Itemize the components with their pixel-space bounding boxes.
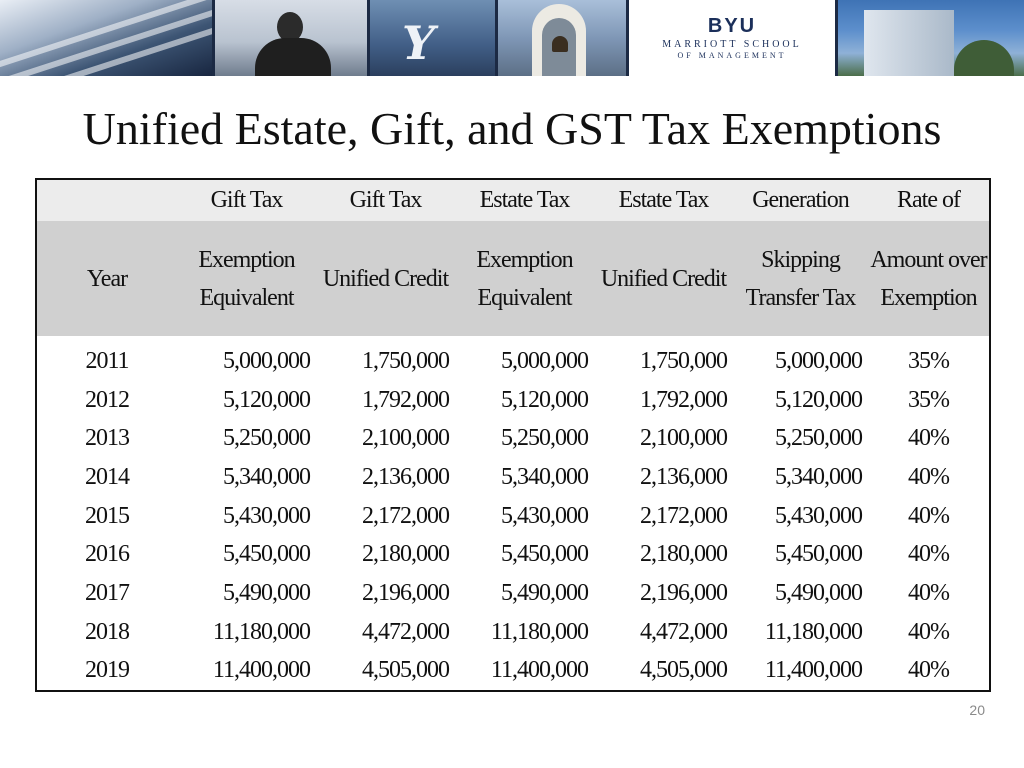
header-row-bottom	[37, 221, 989, 336]
header-line: Exemption	[476, 246, 573, 273]
year-cell: 2014	[85, 463, 129, 490]
header-cell	[868, 221, 989, 336]
amount-cell: 5,450,000	[775, 541, 862, 568]
rate-cell: 40%	[908, 502, 949, 529]
table-body	[37, 336, 989, 690]
banner-photo-building	[0, 0, 212, 76]
header-line: Equivalent	[199, 284, 294, 311]
header-line: Unified Credit	[600, 265, 727, 292]
header-cell: Gift Tax	[177, 180, 316, 221]
amount-cell: 11,400,000	[212, 657, 310, 684]
amount-cell: 1,792,000	[362, 386, 449, 413]
bell-icon	[552, 36, 568, 52]
amount-cell: 5,430,000	[501, 502, 588, 529]
amount-cell: 4,505,000	[362, 657, 449, 684]
amount-cell: 2,100,000	[362, 425, 449, 452]
header-line: Unified Credit	[322, 265, 449, 292]
amount-cell: 5,250,000	[775, 425, 862, 452]
y-logo-icon: Y	[402, 16, 435, 70]
amount-cell: 2,172,000	[640, 502, 727, 529]
year-cell: 2015	[85, 502, 129, 529]
amount-cell: 4,472,000	[362, 618, 449, 645]
amount-cell: 2,196,000	[640, 579, 727, 606]
amount-cell: 5,000,000	[223, 347, 310, 374]
amount-cell: 5,490,000	[223, 579, 310, 606]
amount-cell: 2,136,000	[640, 463, 727, 490]
table-row	[37, 381, 989, 420]
amount-cell: 5,430,000	[223, 502, 310, 529]
year-cell: 2019	[85, 657, 129, 684]
amount-cell: 5,250,000	[501, 425, 588, 452]
rate-cell: 40%	[908, 541, 949, 568]
header-line: Amount over	[870, 246, 987, 273]
amount-cell: 4,505,000	[640, 657, 727, 684]
amount-cell: 1,792,000	[640, 386, 727, 413]
table-row	[37, 613, 989, 652]
amount-cell: 11,180,000	[212, 618, 310, 645]
amount-cell: 2,180,000	[640, 541, 727, 568]
header-line: Transfer Tax	[745, 284, 856, 311]
table-row	[37, 535, 989, 574]
amount-cell: 2,196,000	[362, 579, 449, 606]
header-cell	[733, 221, 868, 336]
header-cell: Estate Tax	[594, 180, 733, 221]
amount-cell: 11,180,000	[490, 618, 588, 645]
header-cell	[455, 221, 594, 336]
header-cell	[594, 221, 733, 336]
header-cell: Gift Tax	[316, 180, 455, 221]
header-row-top	[37, 180, 989, 221]
year-cell: 2017	[85, 579, 129, 606]
header-line: Equivalent	[477, 284, 572, 311]
byu-marriott-logo	[629, 0, 835, 76]
amount-cell: 2,100,000	[640, 425, 727, 452]
amount-cell: 5,120,000	[775, 386, 862, 413]
amount-cell: 5,450,000	[501, 541, 588, 568]
table-row	[37, 458, 989, 497]
header-cell-year	[37, 221, 177, 336]
table-row	[37, 336, 989, 381]
header-cell	[316, 221, 455, 336]
year-cell: 2018	[85, 618, 129, 645]
amount-cell: 5,000,000	[501, 347, 588, 374]
year-cell: 2016	[85, 541, 129, 568]
rate-cell: 40%	[908, 618, 949, 645]
amount-cell: 2,172,000	[362, 502, 449, 529]
amount-cell: 1,750,000	[362, 347, 449, 374]
banner-photo-statue	[215, 0, 367, 76]
rate-cell: 40%	[908, 579, 949, 606]
logo-brand: BYU	[707, 15, 757, 37]
year-cell: 2011	[85, 347, 129, 374]
header-cell	[177, 221, 316, 336]
amount-cell: 5,490,000	[775, 579, 862, 606]
banner-photo-campus	[838, 0, 1024, 76]
amount-cell: 5,000,000	[775, 347, 862, 374]
page-number: 20	[969, 702, 985, 718]
header-line: Exemption	[880, 284, 977, 311]
header-cell: Generation	[733, 180, 868, 221]
header-line: Skipping	[761, 246, 840, 273]
rate-cell: 40%	[908, 657, 949, 684]
banner-photo-y-mountain	[370, 0, 495, 76]
amount-cell: 5,120,000	[223, 386, 310, 413]
amount-cell: 5,120,000	[501, 386, 588, 413]
amount-cell: 2,136,000	[362, 463, 449, 490]
table-row	[37, 652, 989, 691]
amount-cell: 5,340,000	[775, 463, 862, 490]
amount-cell: 5,430,000	[775, 502, 862, 529]
amount-cell: 5,450,000	[223, 541, 310, 568]
logo-school: MARRIOTT SCHOOL	[662, 39, 802, 50]
banner-photo-bell-arch	[498, 0, 626, 76]
rate-cell: 40%	[908, 463, 949, 490]
rate-cell: 35%	[908, 386, 949, 413]
amount-cell: 11,400,000	[764, 657, 862, 684]
header-cell: Estate Tax	[455, 180, 594, 221]
year-cell: 2013	[85, 425, 129, 452]
amount-cell: 5,490,000	[501, 579, 588, 606]
header-line: Year	[86, 265, 128, 292]
table-row	[37, 497, 989, 536]
rate-cell: 40%	[908, 425, 949, 452]
amount-cell: 5,250,000	[223, 425, 310, 452]
header-cell	[37, 180, 177, 221]
header-line: Exemption	[198, 246, 295, 273]
amount-cell: 11,400,000	[490, 657, 588, 684]
slide-title: Unified Estate, Gift, and GST Tax Exemptions	[82, 103, 942, 154]
amount-cell: 11,180,000	[764, 618, 862, 645]
amount-cell: 1,750,000	[640, 347, 727, 374]
header-cell: Rate of	[868, 180, 989, 221]
amount-cell: 4,472,000	[640, 618, 727, 645]
exemptions-table	[35, 178, 991, 692]
year-cell: 2012	[85, 386, 129, 413]
table-row	[37, 574, 989, 613]
amount-cell: 5,340,000	[223, 463, 310, 490]
header-banner	[0, 0, 1024, 76]
amount-cell: 2,180,000	[362, 541, 449, 568]
table-row	[37, 419, 989, 458]
logo-subtitle: OF MANAGEMENT	[677, 51, 787, 60]
amount-cell: 5,340,000	[501, 463, 588, 490]
rate-cell: 35%	[908, 347, 949, 374]
